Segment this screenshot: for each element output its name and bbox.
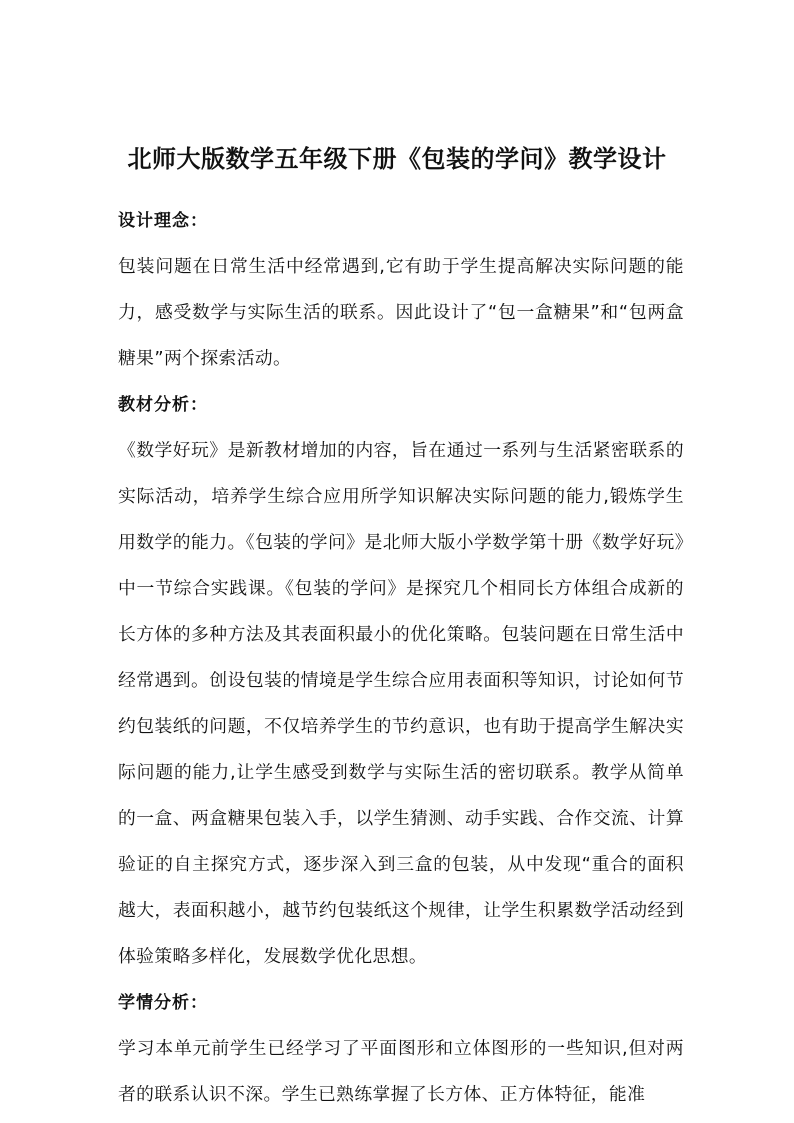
section-paragraph: 学习本单元前学生已经学习了平面图形和立体图形的一些知识,但对两者的联系认识不深。学生已熟练掌握了长方体、正方体特征，能准 [118,1038,684,1105]
section-material-analysis [118,382,684,980]
document-title: 北师大版数学五年级下册《包装的学问》教学设计 [127,144,667,173]
section-heading: 学情分析： [118,993,208,1013]
section-heading: 设计理念： [118,211,208,231]
section-paragraph: 包装问题在日常生活中经常遇到,它有助于学生提高解决实际问题的能力，感受数学与实际生活的联系。因此设计了“包一盒糖果”和“包两盒糖果”两个探索活动。 [118,256,684,369]
section-student-analysis [118,980,684,1118]
document-body [118,198,684,1118]
section-design-concept [118,198,684,382]
section-heading: 教材分析： [118,395,208,415]
section-paragraph: 《数学好玩》是新教材增加的内容，旨在通过一系列与生活紧密联系的实际活动，培养学生综合应用所学知识解决实际问题的能力,锻炼学生用数学的能力。《包装的学问》是北师大版小学数学第十册《数学好玩》中一节综合实践课。《包装的学问》是探究几个相同长方体组合成新的长方体的多种方法及其表面积最小的优化策略。包装问题在日常生活中经常遇到。创设包装的情境是学生综合应用表面积等知识，讨论如何节约包装纸的问题，不仅培养学生的节约意识，也有助于提高学生解决实际问题的能力,让学生感受到数学与实际生活的密切联系。教学从简单的一盒、两盒糖果包装入手，以学生猜测、动手实践、合作交流、计算验证的自主探究方式，逐步深入到三盒的包装，从中发现“重合的面积越大，表面积越小，越节约包装纸这个规律，让学生积累数学活动经到体验策略多样化，发展数学优化思想。 [118,440,684,967]
